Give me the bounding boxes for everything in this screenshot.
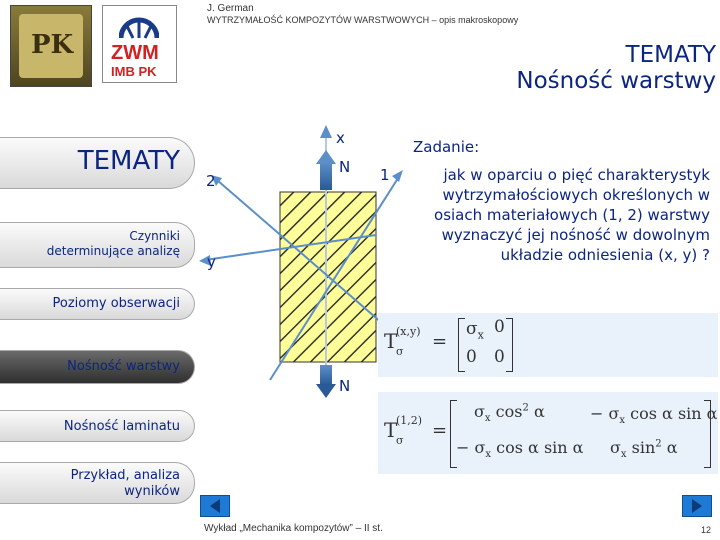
prev-slide-button[interactable] bbox=[200, 495, 230, 517]
matrix-a12: 0 bbox=[494, 317, 505, 337]
sidebar-item-poziomy[interactable] bbox=[0, 288, 195, 320]
pk-logo-text: PK bbox=[31, 30, 74, 60]
top-force-arrow-shaft bbox=[320, 162, 332, 190]
matrix-a22: 0 bbox=[494, 347, 505, 367]
page-number: 12 bbox=[701, 525, 712, 535]
title-line-2: Nośność warstwy bbox=[516, 68, 716, 94]
matrix-lhs-superscript: (1,2) bbox=[396, 414, 423, 427]
arrow-right-icon bbox=[683, 496, 711, 516]
matrix-lhs-superscript: (x,y) bbox=[396, 325, 421, 338]
course-subtitle: WYTRZYMAŁOŚĆ KOMPOZYTÓW WARSTWOWYCH – opis makroskopowy bbox=[207, 15, 519, 25]
matrix-lhs-subscript: σ bbox=[396, 345, 404, 358]
matrix-bracket-right bbox=[506, 318, 513, 372]
pk-logo bbox=[10, 5, 92, 87]
matrix-a12: − $\sigma_x$ cos α sin α bbox=[590, 404, 718, 427]
arrow-left-icon bbox=[201, 496, 229, 516]
sidebar-item-przyklad[interactable] bbox=[0, 462, 195, 504]
author: J. German bbox=[207, 3, 254, 14]
bottom-force-arrow-icon bbox=[316, 384, 336, 398]
matrix-lhs: T bbox=[384, 329, 398, 353]
sidebar-item-label: Nośność laminatu bbox=[63, 419, 180, 434]
top-force-arrow-icon bbox=[316, 150, 336, 164]
axis-2-label: 2 bbox=[206, 172, 216, 190]
axis-1-label: 1 bbox=[380, 166, 390, 184]
footer-lecture-title: Wykład „Mechanika kompozytów” – II st. bbox=[204, 523, 383, 534]
zwm-logo-text: ZWM bbox=[111, 42, 159, 64]
task-heading: Zadanie: bbox=[413, 138, 480, 156]
matrix-a22: $\sigma_x$ $\sin^2 \alpha$ bbox=[610, 438, 678, 461]
top-force-label: N bbox=[339, 158, 351, 176]
bottom-force-label: N bbox=[339, 377, 351, 395]
sidebar-item-nosnosc-warstwy[interactable] bbox=[0, 350, 195, 384]
sidebar-heading-text: TEMATY bbox=[77, 146, 180, 176]
title-line-1: TEMATY bbox=[625, 42, 716, 68]
matrix-bracket-left bbox=[458, 318, 465, 372]
sidebar-item-label: Przykład, analiza wyników bbox=[70, 468, 180, 499]
sidebar-item-label: Nośność warstwy bbox=[67, 359, 180, 374]
sidebar-item-nosnosc-laminatu[interactable] bbox=[0, 410, 195, 442]
stress-matrix-xy bbox=[378, 313, 718, 377]
y-axis-label: y bbox=[207, 253, 216, 271]
matrix-a21: − $\sigma_x$ cos α sin α bbox=[456, 438, 584, 461]
matrix-a11: $\sigma_x$ $\cos^2 \alpha$ bbox=[474, 402, 545, 425]
zwm-arc-icon bbox=[119, 10, 159, 40]
x-axis-label: x bbox=[336, 129, 345, 147]
matrix-a21: 0 bbox=[466, 347, 477, 367]
sidebar-item-czynniki[interactable] bbox=[0, 222, 195, 268]
next-slide-button[interactable] bbox=[682, 495, 712, 517]
axis-1-arrow-icon bbox=[392, 170, 403, 182]
matrix-equals: = bbox=[432, 420, 448, 441]
task-text: jak w oparciu o pięć charakterystyk wytrzymałościowych określonych w osiach materiałowych (1, 2) warstwy wyznaczyć jej nośność w dowolnym układzie odniesienia (x, y) ? bbox=[434, 166, 710, 264]
sidebar-heading bbox=[0, 137, 195, 189]
bottom-force-arrow-shaft bbox=[320, 365, 332, 385]
zwm-logo bbox=[102, 5, 177, 83]
imb-logo-text: IMB PK bbox=[111, 64, 157, 79]
matrix-a11: $\sigma_x$ bbox=[466, 319, 484, 342]
x-axis-arrow-icon bbox=[320, 125, 332, 138]
matrix-lhs: T bbox=[384, 418, 398, 442]
sidebar-item-label: Czynniki determinujące analizę bbox=[46, 229, 180, 258]
stress-matrix-12 bbox=[378, 392, 718, 474]
sidebar-item-label: Poziomy obserwacji bbox=[52, 296, 180, 311]
page-title bbox=[516, 42, 716, 94]
matrix-equals: = bbox=[432, 331, 448, 352]
matrix-lhs-subscript: σ bbox=[396, 434, 404, 447]
